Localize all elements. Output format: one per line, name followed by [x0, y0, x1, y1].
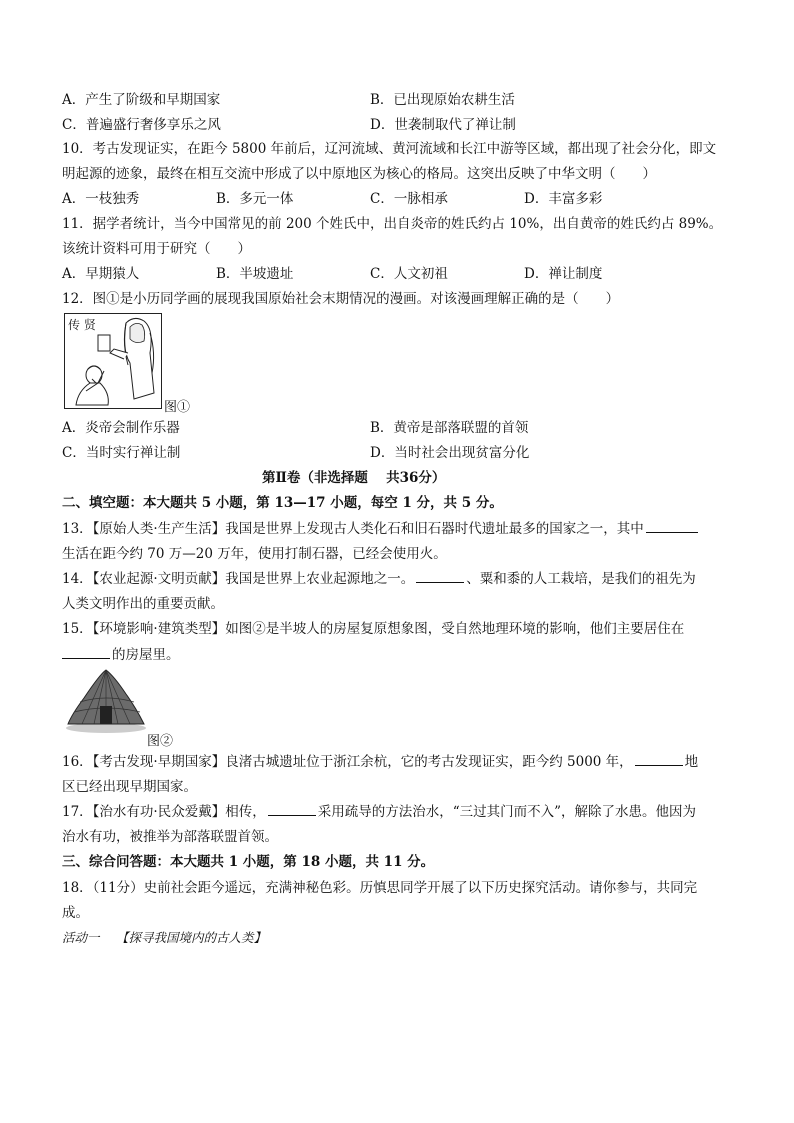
q16-stem-pre: 16．【考古发现·早期国家】良渚古城遗址位于浙江余杭，它的考古发现证实，距今约 5000 年，	[62, 754, 633, 770]
q9-option-a: A．产生了阶级和早期国家	[62, 92, 221, 108]
q11-option-c: C．人文初祖	[370, 266, 448, 282]
q17-stem-pre: 17．【治水有功·民众爱戴】相传，	[62, 804, 266, 820]
q11-option-a: A．早期猿人	[62, 266, 140, 282]
q18-line1: 18．（11分）史前社会距今遥远，充满神秘色彩。历慎思同学开展了以下历史探究活动。请你参与，共同完	[62, 880, 698, 896]
q18-line2: 成。	[62, 905, 89, 921]
figure2-hut	[64, 668, 148, 734]
q12-stem: 12．图①是小历同学画的展现我国原始社会末期情况的漫画。对该漫画理解正确的是（ ）	[62, 291, 620, 307]
q9-option-d: D．世袭制取代了禅让制	[370, 117, 516, 133]
q10-option-a: A．一枝独秀	[62, 191, 140, 207]
figure1-cartoon	[64, 313, 162, 409]
q16-stem-post: 地	[684, 754, 699, 770]
section2-heading: 二、填空题：本大题共 5 小题，第 13—17 小题，每空 1 分，共 5 分。	[62, 495, 503, 511]
q12-option-c: C．当时实行禅让制	[62, 445, 181, 461]
q9-option-c: C．普遍盛行奢侈享乐之风	[62, 117, 221, 133]
q15-answer-blank[interactable]	[62, 646, 110, 659]
q11-option-b: B．半坡遗址	[216, 266, 294, 282]
q10-option-c: C．一脉相承	[370, 191, 448, 207]
part2-title: 第Ⅱ卷（非选择题 共36分）	[262, 470, 446, 486]
q13-line1	[62, 520, 700, 538]
figure1-label: 图①	[164, 400, 191, 415]
q10-option-d: D．丰富多彩	[524, 191, 603, 207]
q13-stem: 13．【原始人类·生产生活】我国是世界上发现古人类化石和旧石器时代遗址最多的国家之一，其中	[62, 521, 644, 537]
q17-line2: 治水有功，被推举为部落联盟首领。	[62, 829, 278, 845]
q16-line2: 区已经出现早期国家。	[62, 779, 197, 795]
activity1-heading: 活动一 【探寻我国境内的古人类】	[62, 930, 266, 945]
q11-stem-line2: 该统计资料可用于研究（ ）	[62, 241, 251, 257]
q10-stem-line2: 明起源的迹象，最终在相互交流中形成了以中原地区为核心的格局。这突出反映了中华文明（ ）	[62, 166, 656, 182]
q11-stem-line1: 11．据学者统计，当今中国常见的前 200 个姓氏中，出自炎帝的姓氏约占 10%，出自黄帝的姓氏约占 89%。	[62, 216, 723, 232]
q15-line1: 15．【环境影响·建筑类型】如图②是半坡人的房屋复原想象图，受自然地理环境的影响，他们主要居住在	[62, 621, 685, 637]
q12-option-a: A．炎帝会制作乐器	[62, 420, 180, 436]
q15-line2	[62, 646, 180, 664]
cartoon-caption: 传 贤	[68, 318, 96, 332]
q16-line1	[62, 753, 698, 771]
q14-line1	[62, 570, 696, 588]
q10-stem-line1: 10．考古发现证实，在距今 5800 年前后，辽河流域、黄河流域和长江中游等区域，都出现了社会分化，即文	[62, 141, 717, 157]
q14-stem-pre: 14．【农业起源·文明贡献】我国是世界上农业起源地之一。	[62, 571, 415, 587]
q14-line2: 人类文明作出的重要贡献。	[62, 596, 224, 612]
figure2-label: 图②	[147, 734, 174, 749]
q14-answer-blank[interactable]	[416, 570, 464, 583]
q12-option-d: D．当时社会出现贫富分化	[370, 445, 530, 461]
q14-stem-post: 、粟和黍的人工栽培，是我们的祖先为	[466, 571, 696, 587]
q11-option-d: D．禅让制度	[524, 266, 603, 282]
q9-option-b: B．已出现原始农耕生活	[370, 92, 515, 108]
q10-option-b: B．多元一体	[216, 191, 294, 207]
q13-answer-blank[interactable]	[646, 520, 698, 533]
q17-answer-blank[interactable]	[268, 803, 316, 816]
q17-stem-post: 采用疏导的方法治水，“三过其门而不入”，解除了水患。他因为	[317, 804, 697, 820]
section3-heading: 三、综合问答题：本大题共 1 小题，第 18 小题，共 11 分。	[62, 854, 435, 870]
q17-line1	[62, 803, 696, 821]
q16-answer-blank[interactable]	[635, 753, 683, 766]
q13-line2: 生活在距今约 70 万—20 万年，使用打制石器，已经会使用火。	[62, 546, 447, 562]
hut-drawing	[64, 668, 148, 734]
q15-stem-post: 的房屋里。	[112, 647, 180, 663]
q12-option-b: B．黄帝是部落联盟的首领	[370, 420, 529, 436]
